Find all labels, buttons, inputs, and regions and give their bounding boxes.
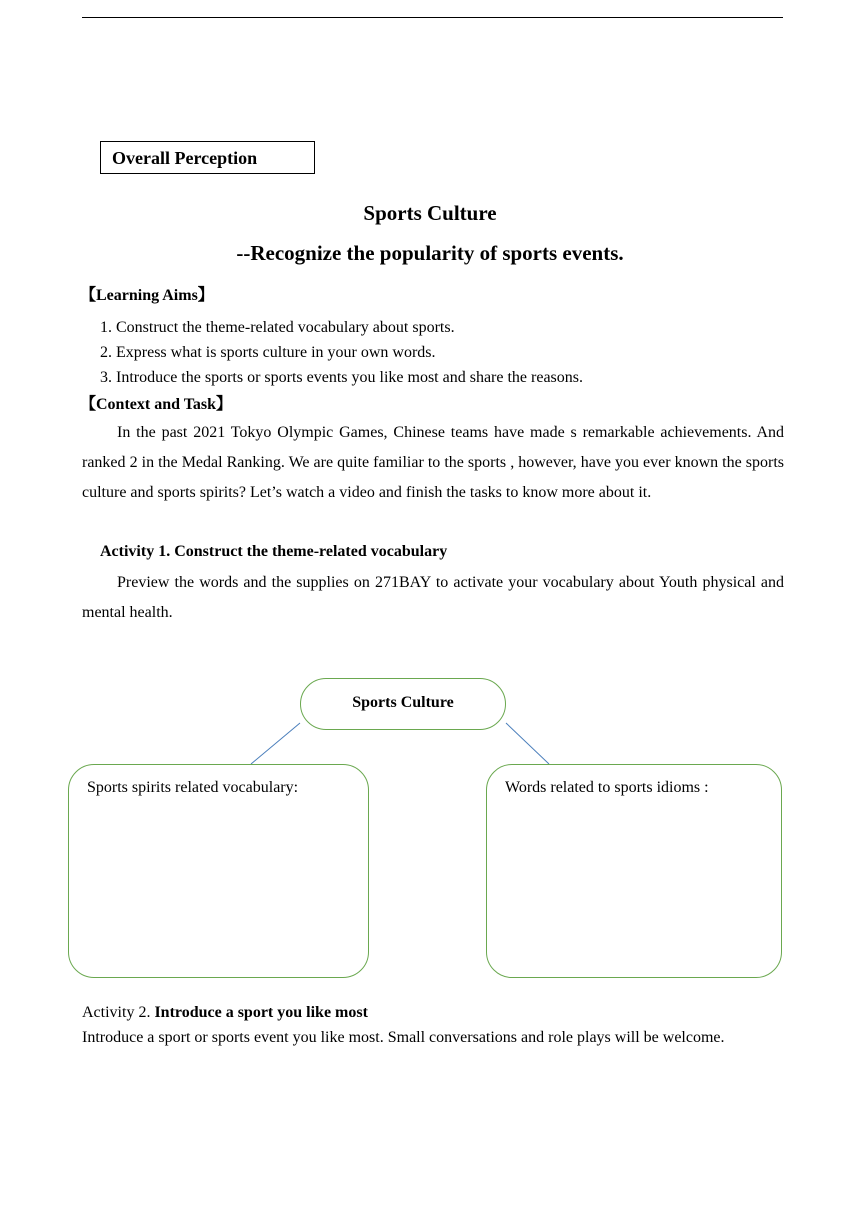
section-label: Overall Perception — [100, 141, 315, 174]
page-title: Sports Culture — [363, 201, 497, 225]
learning-aims-heading: 【Learning Aims】 — [80, 287, 214, 304]
activity2-prefix: Activity 2. — [82, 1004, 155, 1021]
activity1-heading: Activity 1. Construct the theme-related vocabulary — [100, 543, 448, 560]
diagram-right-node — [486, 764, 782, 978]
list-item: 3. Introduce the sports or sports events you like most and share the reasons. — [100, 369, 584, 386]
diagram-left-node — [68, 764, 369, 978]
connector-left — [251, 723, 300, 764]
context-paragraph: In the past 2021 Tokyo Olympic Games, Chinese teams have made s remarkable achievements. And ranked 2 in the Medal Ranking. We are quite familiar to the sports , however, have you ever known the sports culture and sports spirits? Let’s watch a video and finish the tasks to know more about it. — [82, 424, 784, 501]
left-node-label: Sports spirits related vocabulary: — [87, 779, 299, 796]
diagram-center-node: Sports Culture — [300, 678, 506, 730]
activity2-title: Introduce a sport you like most — [154, 1004, 368, 1021]
activity1-paragraph: Preview the words and the supplies on 271BAY to activate your vocabulary about Youth physical and mental health. — [82, 574, 784, 621]
connector-right — [506, 723, 549, 764]
context-task-heading: 【Context and Task】 — [80, 396, 233, 413]
list-item: 1. Construct the theme-related vocabulary about sports. — [100, 319, 455, 336]
page-subtitle: --Recognize the popularity of sports events. — [236, 241, 624, 265]
right-node-label: Words related to sports idioms : — [505, 779, 709, 796]
list-item: 2. Express what is sports culture in your own words. — [100, 344, 436, 361]
activity2-heading — [82, 1004, 368, 1022]
activity2-text: Introduce a sport or sports event you like most. Small conversations and role plays will be welcome. — [82, 1029, 725, 1046]
